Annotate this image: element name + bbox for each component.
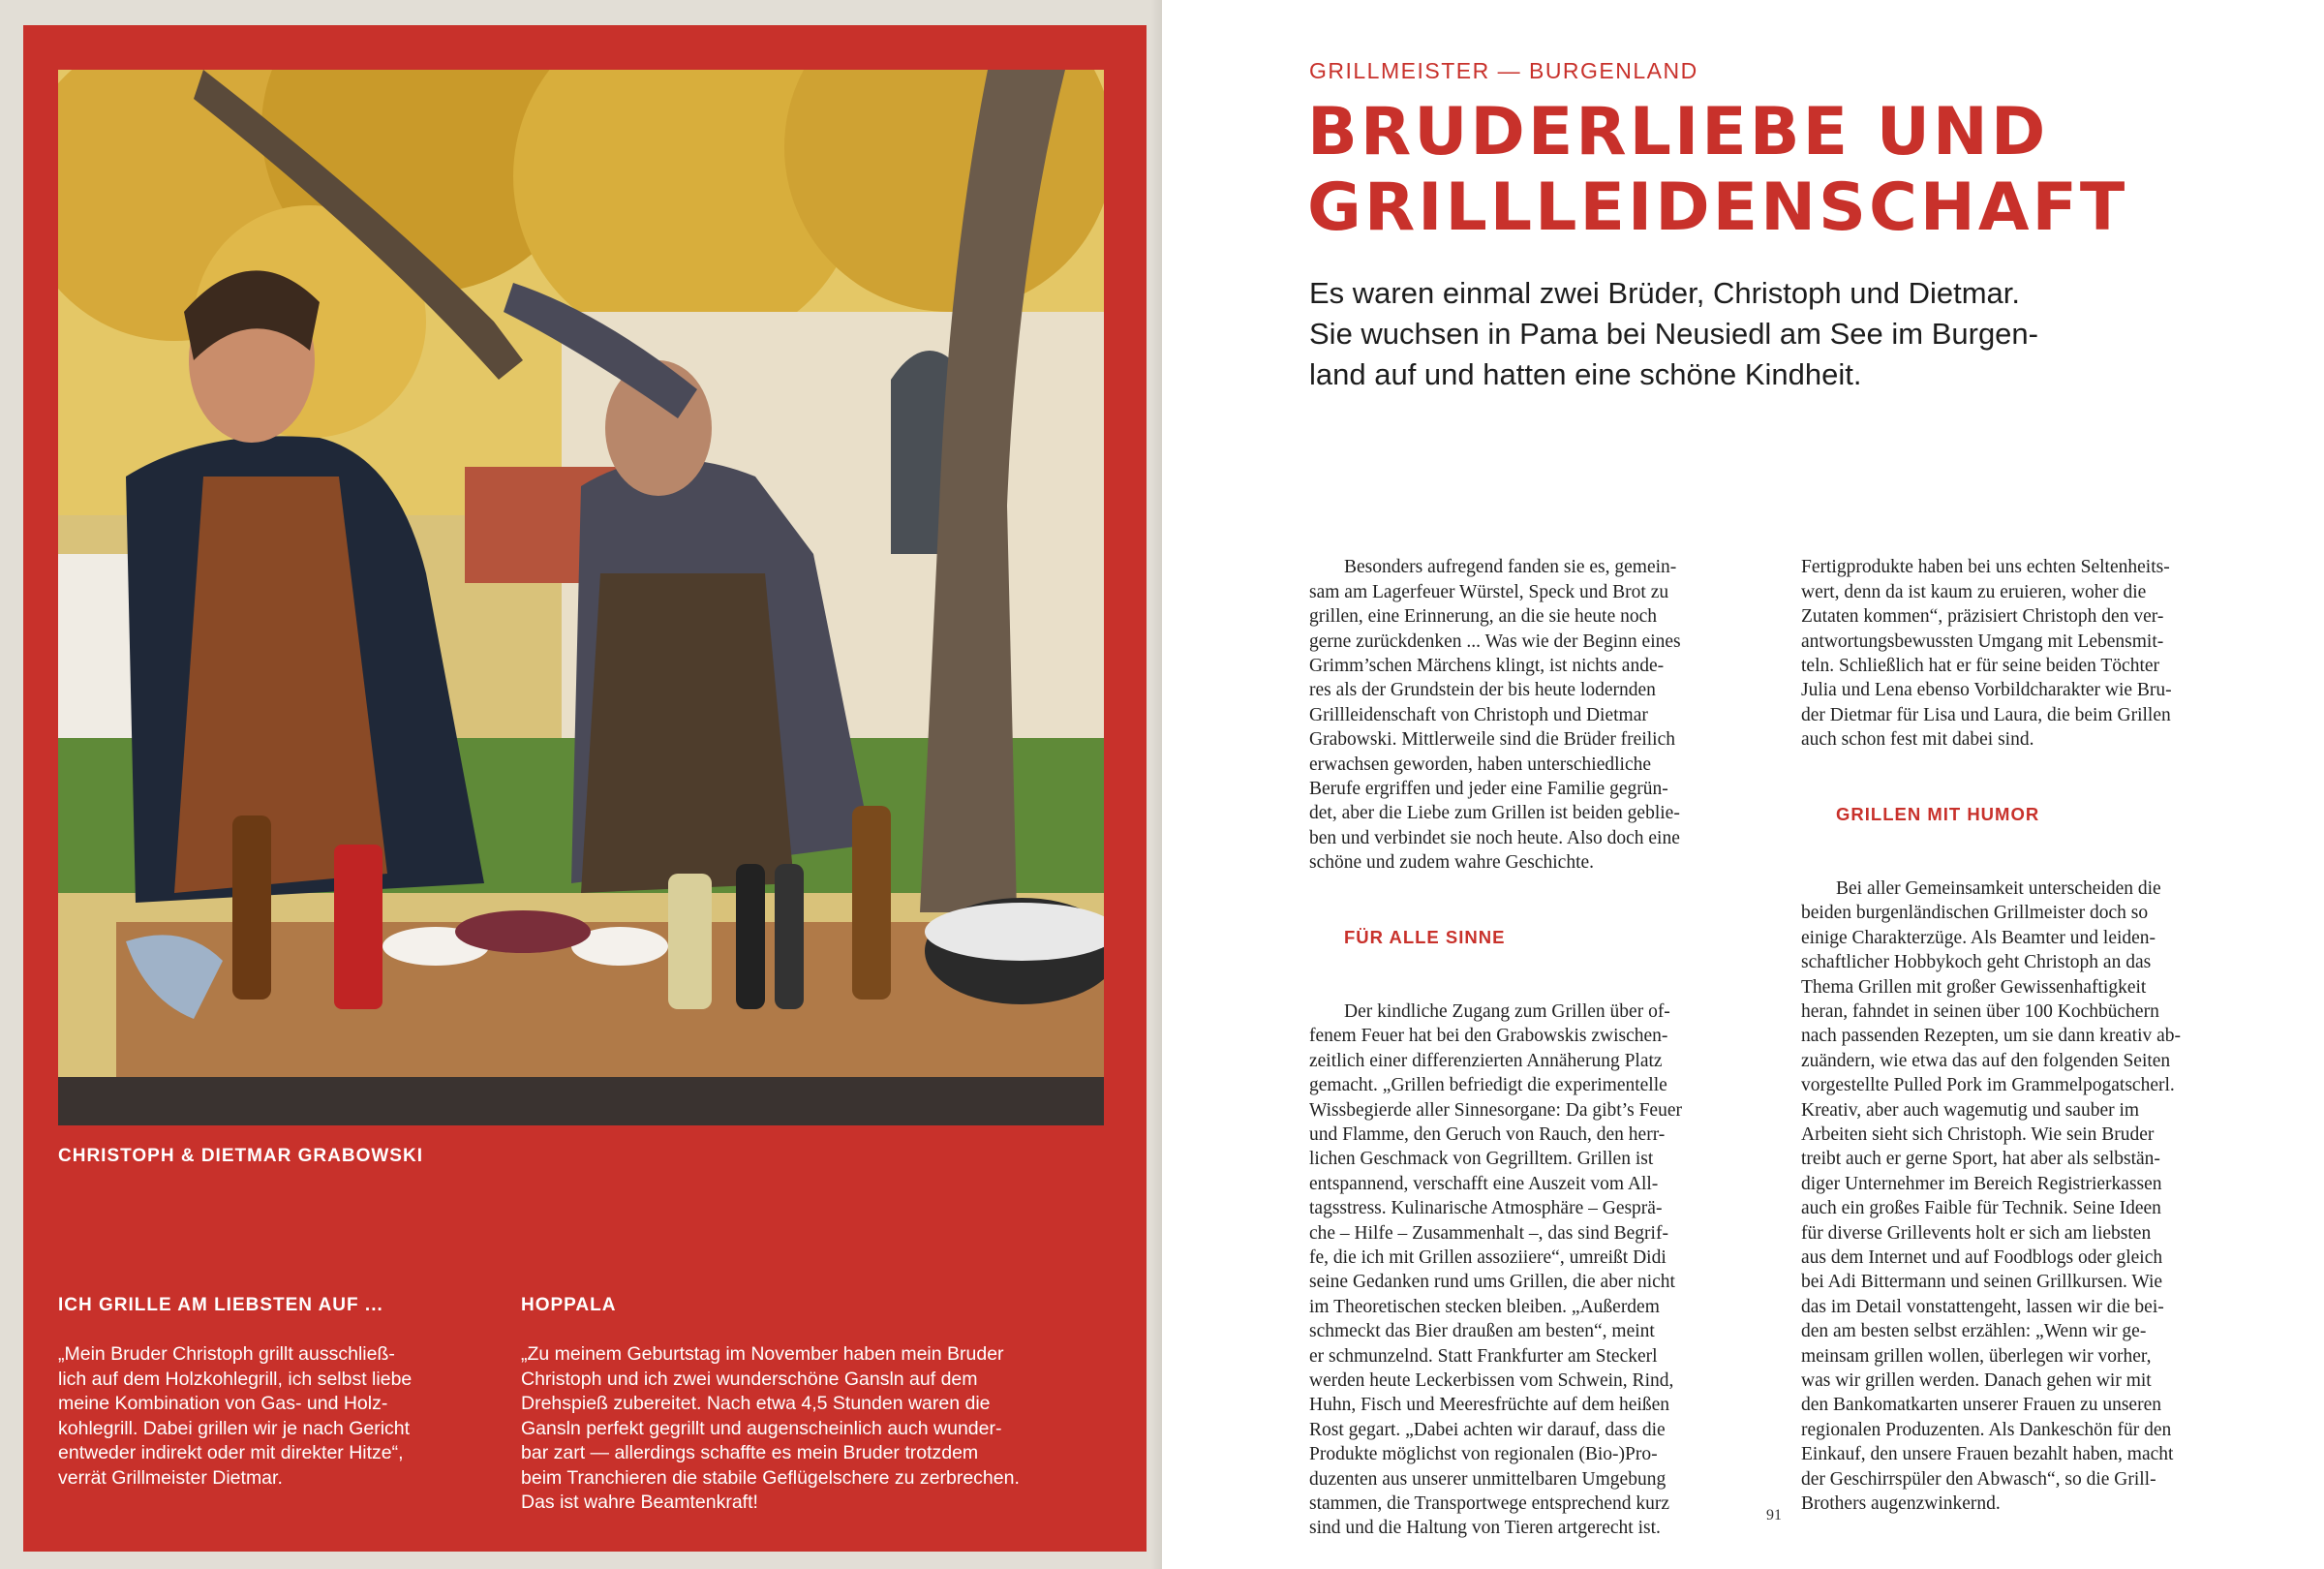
lead-paragraph: Es waren einmal zwei Brüder, Christoph und Dietmar. Sie wuchsen in Pama bei Neusiedl am See im Burgen- land auf und hatten eine schöne Kindheit. xyxy=(1309,276,2038,391)
headline-line-1: BRUDERLIEBE UND xyxy=(1307,94,2049,170)
hoppala-text: „Zu meinem Geburtstag im November haben mein Bruder Christoph und ich zwei wunderschöne Gansln auf dem Drehspieß zubereitet. Nach etwa 4,5 Stunden waren die Gansln perfekt gegrillt und augenscheinlich auch wunder- bar zart — allerdings schaffte es mein Bruder trotzdem beim Tranchieren die stabile Geflügelschere zu zerbrechen. Das ist wahre Beamtenkraft! xyxy=(521,1343,1020,1513)
article-column-1 xyxy=(1309,531,1764,1565)
subheading-grillen-mit-humor: GRILLEN MIT HUMOR xyxy=(1836,804,2040,825)
favorite-grill-heading: ICH GRILLE AM LIEBSTEN AUF ... xyxy=(58,1295,383,1315)
article-column-2 xyxy=(1801,531,2256,1541)
subheading-fuer-alle-sinne: FÜR ALLE SINNE xyxy=(1344,927,1506,948)
kicker: GRILLMEISTER — BURGENLAND xyxy=(1309,58,1698,83)
column-1-paragraph-2: Der kindliche Zugang zum Grillen über of- fenem Feuer hat bei den Grabowskis zwischen- zeitlich einer differenzierten Annäherung Platz gemacht. „Grillen befriedigt die experimentelle Wissbegierde aller Sinnesorgane: Da gibt’s Feuer und Flamme, den Geruch von Rauch, den herr- lichen Geschmack von Gegrilltem. Grillen ist entspannend, verschafft eine Auszeit vom All- tagsstress. Kulinarische Atmosphäre – Gesprä- che – Hilfe – Zusammenhalt –, das sind Begrif- fe, die ich mit Grillen assoziiere“, umreißt Didi seine Gedanken rund ums Grillen, die aber nicht im Theoretischen stecken bleiben. „Außerdem schmeckt das Bier draußen am besten“, meint er schmunzelnd. Statt Frankfurter am Steckerl werden heute Leckerbissen vom Schwein, Rind, Huhn, Fisch und Meeresfrüchte auf dem heißen Rost gegart. „Dabei achten wir darauf, dass die Produkte möglichst von regionalen (Bio-)Pro- duzenten aus unserer unmittelbaren Umgebung stammen, die Transportwege entsprechend kurz sind und die Haltung von Tieren artgerecht ist. xyxy=(1309,1000,1682,1539)
headline-line-2: GRILLLEIDENSCHAFT xyxy=(1307,169,2128,246)
hoppala-heading: HOPPALA xyxy=(521,1295,617,1315)
column-2-paragraph-2: Bei aller Gemeinsamkeit unterscheiden die beiden burgenländischen Grillmeister doch so einige Charakterzüge. Als Beamter und leiden- schaftlicher Hobbykoch geht Christoph an das Thema Grillen mit großer Gewissenhaftigkeit heran, fahndet in seinen über 100 Kochbüchern nach passenden Rezepten, um sie dann kreativ ab- zuändern, wie etwa das auf den folgenden Seiten vorgestellte Pulled Pork im Grammelpogatscherl. Kreativ, aber auch wagemutig und sauber im Arbeiten sieht sich Christoph. Wie sein Bruder treibt auch er gerne Sport, hat aber als selbstän- diger Unternehmer im Bereich Registrierkassen auch ein großes Faible für Technik. Seine Ideen für diverse Grillevents holt er sich am liebsten aus dem Internet und auf Foodblogs oder gleich bei Adi Bittermann und seinen Grillkursen. Wie das im Detail vonstattengeht, lassen wir die bei- den am besten selbst erzählen: „Wenn wir ge- meinsam grillen wollen, überlegen wir vorher, was wir grillen werden. Danach gehen wir mit den Bankomatkarten unserer Frauen zu unseren regionalen Produzenten. Als Dankeschön für den Einkauf, den unsere Frauen bezahlt haben, macht der Geschirrspüler den Abwasch“, so die Grill- Brothers augenzwinkernd. xyxy=(1801,877,2182,1515)
page-number: 91 xyxy=(1766,1507,1782,1523)
photo-caption: CHRISTOPH & DIETMAR GRABOWSKI xyxy=(58,1146,423,1166)
brothers-grilling-photo xyxy=(58,70,1104,1125)
favorite-grill-text: „Mein Bruder Christoph grillt ausschließ- lich auf dem Holzkohlegrill, ich selbst liebe meine Kombination von Gas- und Holz- kohlegrill. Dabei grillen wir je nach Gericht entweder indirekt oder mit direkter Hitze“, verrät Grillmeister Dietmar. xyxy=(58,1343,413,1489)
photo-illustration xyxy=(58,70,1104,1125)
column-1-paragraph-1: Besonders aufregend fanden sie es, gemein- sam am Lagerfeuer Würstel, Speck und Brot zu grillen, eine Erinnerung, an die sie heute noch gerne zurückdenken ... Was wie der Beginn eines Grimm’schen Märchens klingt, ist nichts ande- res als der Grundstein der bis heute lodernden Grillleidenschaft von Christoph und Dietmar Grabowski. Mittlerweile sind die Brüder freilich erwachsen geworden, haben unterschiedliche Berufe ergriffen und jeder eine Familie gegrün- det, aber die Liebe zum Grillen ist beiden geblie- ben und verbindet sie noch heute. Also doch eine schöne und zudem wahre Geschichte. xyxy=(1309,557,1681,874)
right-page xyxy=(1162,0,2324,1569)
column-2-paragraph-1: Fertigprodukte haben bei uns echten Seltenheits- wert, denn da ist kaum zu eruieren, woher die Zutaten kommen“, präzisiert Christoph den ver- antwortungsbewussten Umgang mit Lebensmit- teln. Schließlich hat er für seine beiden Töchter Julia und Lena ebenso Vorbildcharakter wie Bru- der Dietmar für Lisa und Laura, die beim Grillen auch schon fest mit dabei sind. xyxy=(1801,557,2172,751)
headline xyxy=(1307,95,2127,246)
